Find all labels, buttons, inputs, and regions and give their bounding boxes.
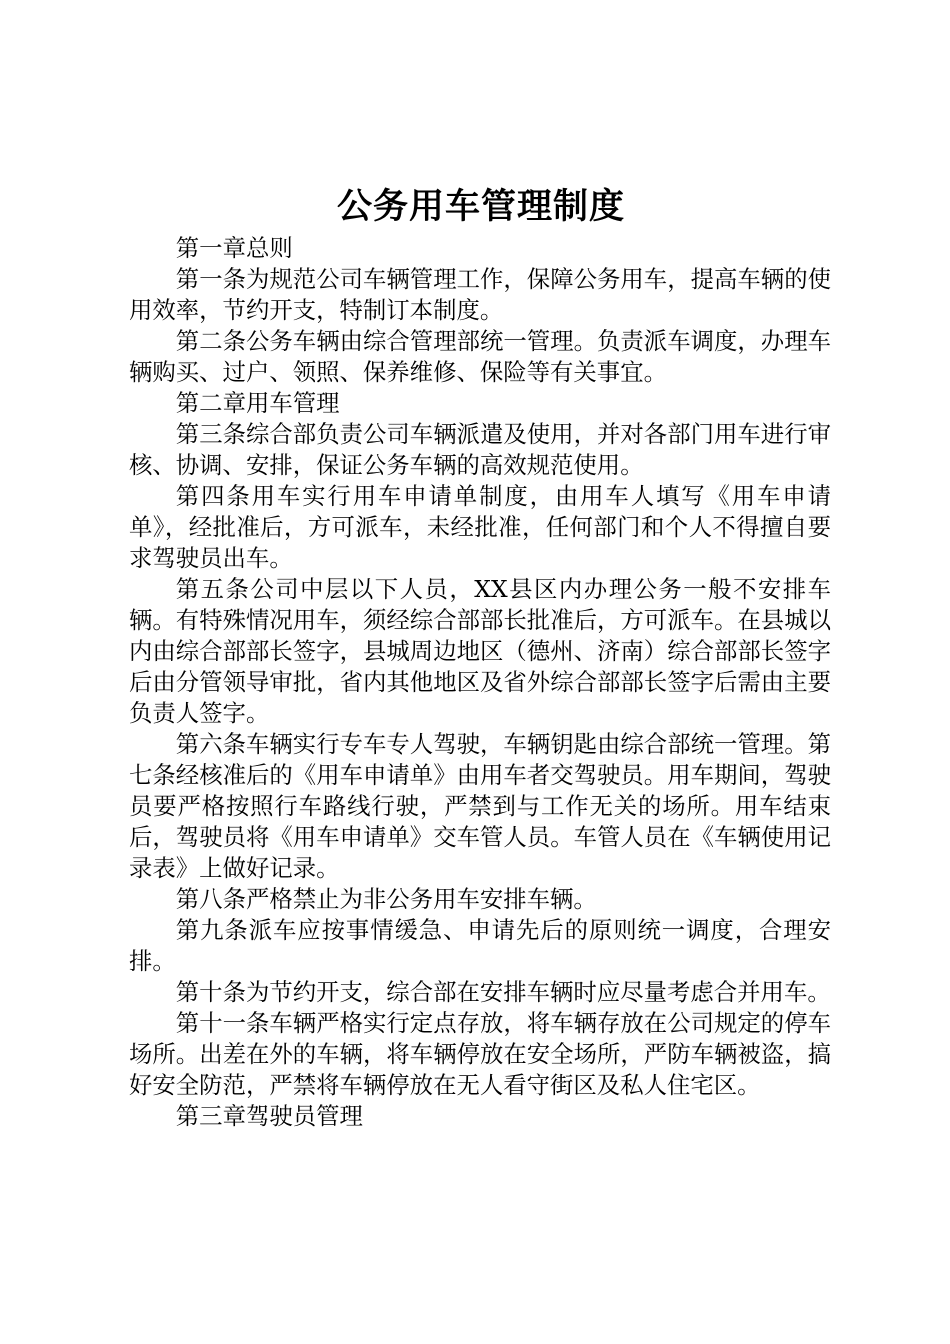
chapter-heading: 第一章总则 xyxy=(175,234,293,262)
article-paragraph: 第六条车辆实行专车专人驾驶，车辆钥匙由综合部统一管理。第七条经核准后的《用车申请单》由用车者交驾驶员。用车期间，驾驶员要严格按照行车路线行驶，严禁到与工作无关的场所。用车结束后，驾驶员将《用车申请单》交车管人员。车管人员在《车辆使用记录表》上做好记录。 xyxy=(129,730,831,882)
document-title: 公务用车管理制度 xyxy=(336,187,625,227)
article-paragraph: 第一条为规范公司车辆管理工作，保障公务用车，提高车辆的使用效率，节约开支，特制订本制度。 xyxy=(129,265,831,324)
article-paragraph: 第二条公务车辆由综合管理部统一管理。负责派车调度，办理车辆购买、过户、领照、保养维修、保险等有关事宜。 xyxy=(129,327,831,386)
article-paragraph: 第五条公司中层以下人员，XX县区内办理公务一般不安排车辆。有特殊情况用车，须经综合部部长批准后，方可派车。在县城以内由综合部部长签字，县城周边地区（德州、济南）综合部部长签字后由分管领导审批，省内其他地区及省外综合部部长签字后需由主要负责人签字。 xyxy=(129,575,831,727)
document-body xyxy=(129,233,831,1132)
article-paragraph: 第四条用车实行用车申请单制度，由用车人填写《用车申请单》，经批准后，方可派车，未经批准，任何部门和个人不得擅自要求驾驶员出车。 xyxy=(129,482,831,572)
article-paragraph: 第九条派车应按事情缓急、申请先后的原则统一调度，合理安排。 xyxy=(129,916,831,975)
article-paragraph: 第十一条车辆严格实行定点存放，将车辆存放在公司规定的停车场所。出差在外的车辆，将车辆停放在安全场所，严防车辆被盗，搞好安全防范，严禁将车辆停放在无人看守街区及私人住宅区。 xyxy=(129,1009,831,1099)
article-paragraph: 第八条严格禁止为非公务用车安排车辆。 xyxy=(175,885,597,913)
chapter-heading: 第二章用车管理 xyxy=(175,389,340,417)
article-paragraph: 第十条为节约开支，综合部在安排车辆时应尽量考虑合并用车。 xyxy=(175,978,831,1006)
article-paragraph: 第三条综合部负责公司车辆派遣及使用，并对各部门用车进行审核、协调、安排，保证公务车辆的高效规范使用。 xyxy=(129,420,831,479)
chapter-heading: 第三章驾驶员管理 xyxy=(175,1102,363,1130)
